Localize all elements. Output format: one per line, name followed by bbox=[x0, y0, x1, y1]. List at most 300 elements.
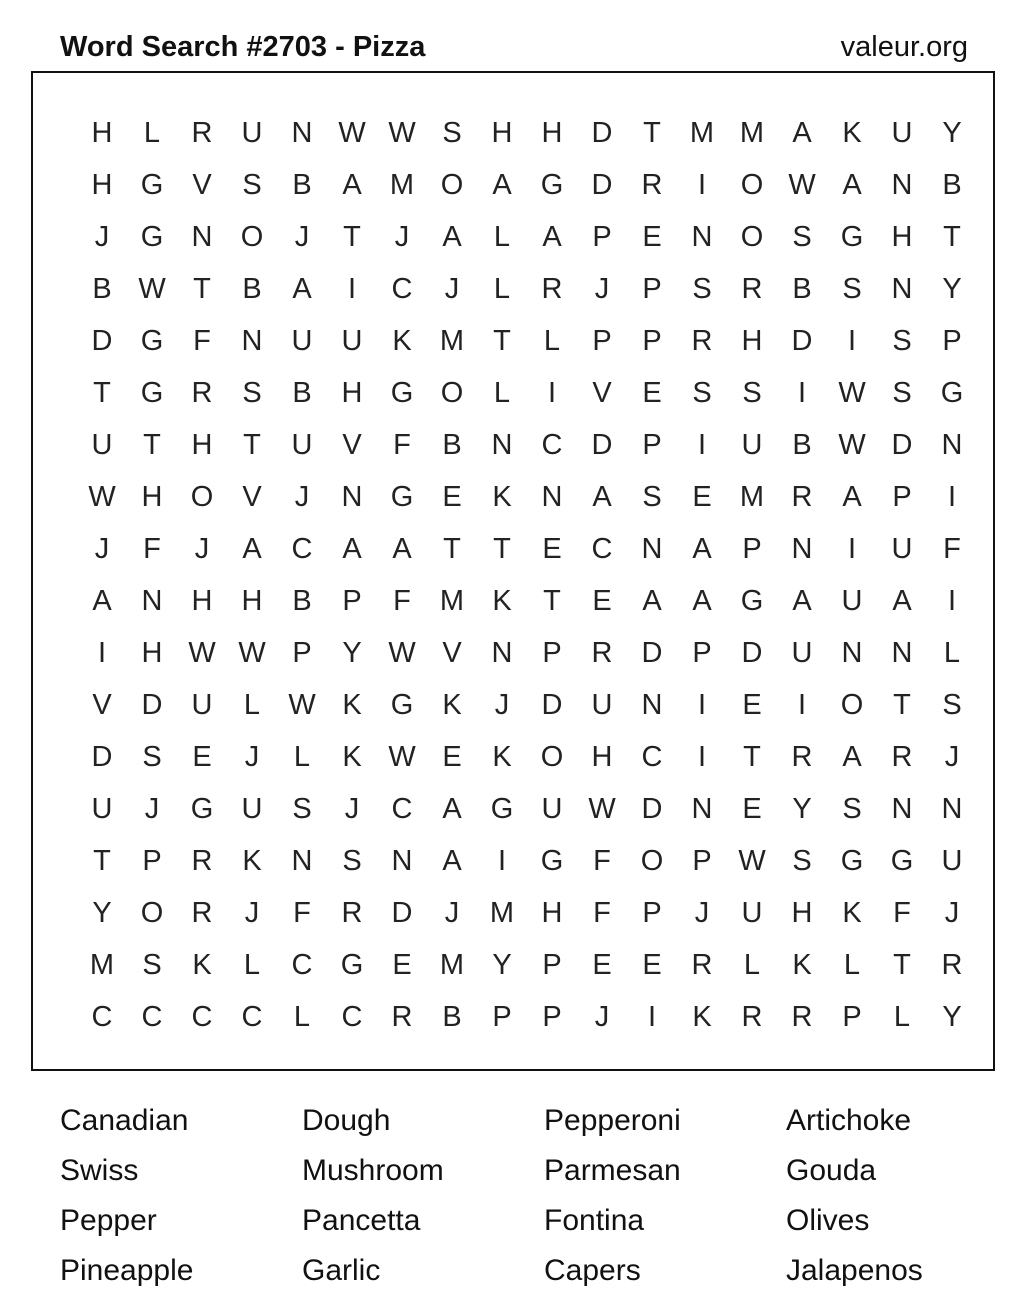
grid-letter: T bbox=[343, 221, 361, 253]
grid-letter: P bbox=[542, 637, 562, 669]
grid-letter: A bbox=[792, 117, 812, 149]
grid-letter: U bbox=[941, 845, 963, 877]
grid-letter: G bbox=[740, 585, 764, 617]
grid-letter: A bbox=[342, 533, 362, 565]
grid-letter: P bbox=[942, 325, 962, 357]
grid-letter: Y bbox=[792, 793, 812, 825]
grid-letter: U bbox=[291, 325, 313, 357]
grid-letter: F bbox=[393, 429, 411, 461]
grid-letter: E bbox=[542, 533, 562, 565]
grid-letter: J bbox=[344, 793, 360, 825]
grid-letter: R bbox=[191, 377, 213, 409]
grid-letter: Y bbox=[492, 949, 512, 981]
grid-letter: S bbox=[792, 221, 812, 253]
grid-letter: H bbox=[141, 481, 163, 513]
grid-letter: W bbox=[388, 741, 416, 773]
grid-letter: S bbox=[942, 689, 962, 721]
grid-letter: S bbox=[242, 377, 262, 409]
grid-letter: L bbox=[743, 949, 761, 981]
grid-letter: I bbox=[347, 273, 357, 305]
grid-letter: B bbox=[292, 377, 312, 409]
grid-letter: E bbox=[192, 741, 212, 773]
grid-letter: V bbox=[442, 637, 462, 669]
grid-letter: S bbox=[642, 481, 662, 513]
grid-letter: I bbox=[697, 689, 707, 721]
grid-letter: K bbox=[342, 689, 362, 721]
grid-letter: C bbox=[541, 429, 563, 461]
grid-letter: N bbox=[691, 221, 713, 253]
grid-letter: J bbox=[594, 273, 610, 305]
grid-letter: E bbox=[592, 949, 612, 981]
grid-letter: N bbox=[641, 689, 663, 721]
grid-letter: M bbox=[689, 117, 715, 149]
grid-letter: A bbox=[842, 481, 862, 513]
grid-letter: R bbox=[191, 845, 213, 877]
grid-letter: T bbox=[643, 117, 661, 149]
grid-letter: J bbox=[494, 689, 510, 721]
grid-letter: R bbox=[391, 1001, 413, 1033]
grid-letter: R bbox=[791, 481, 813, 513]
grid-letter: U bbox=[791, 637, 813, 669]
grid-letter: V bbox=[592, 377, 612, 409]
grid-letter: A bbox=[442, 845, 462, 877]
grid-letter: W bbox=[288, 689, 316, 721]
grid-letter: G bbox=[940, 377, 964, 409]
grid-letter: A bbox=[492, 169, 512, 201]
grid-letter: D bbox=[591, 429, 613, 461]
grid-letter: P bbox=[842, 1001, 862, 1033]
grid-letter: E bbox=[642, 221, 662, 253]
grid-letter: A bbox=[592, 481, 612, 513]
grid-letter: N bbox=[541, 481, 563, 513]
grid-letter: J bbox=[144, 793, 160, 825]
grid-letter: O bbox=[740, 169, 764, 201]
grid-letter: O bbox=[640, 845, 664, 877]
grid-letter: D bbox=[641, 637, 663, 669]
grid-letter: G bbox=[190, 793, 214, 825]
grid-letter: E bbox=[642, 949, 662, 981]
word-list-item: Mushroom bbox=[302, 1154, 444, 1187]
word-list-item: Canadian bbox=[60, 1104, 189, 1137]
grid-letter: L bbox=[493, 221, 511, 253]
grid-letter: O bbox=[140, 897, 164, 929]
grid-letter: E bbox=[742, 689, 762, 721]
grid-letter: K bbox=[342, 741, 362, 773]
grid-letter: N bbox=[391, 845, 413, 877]
grid-letter: U bbox=[91, 793, 113, 825]
grid-letter: W bbox=[338, 117, 366, 149]
grid-letter: W bbox=[788, 169, 816, 201]
grid-letter: J bbox=[594, 1001, 610, 1033]
grid-letter: B bbox=[442, 429, 462, 461]
grid-letter: D bbox=[541, 689, 563, 721]
grid-letter: O bbox=[190, 481, 214, 513]
word-list-item: Pepper bbox=[60, 1204, 157, 1237]
grid-letter: I bbox=[547, 377, 557, 409]
grid-letter: N bbox=[641, 533, 663, 565]
grid-letter: E bbox=[592, 585, 612, 617]
grid-letter: W bbox=[588, 793, 616, 825]
grid-letter: M bbox=[439, 585, 465, 617]
grid-letter: P bbox=[592, 221, 612, 253]
grid-letter: T bbox=[893, 949, 911, 981]
grid-letter: D bbox=[591, 117, 613, 149]
grid-letter: A bbox=[842, 741, 862, 773]
grid-letter: P bbox=[542, 949, 562, 981]
grid-letter: J bbox=[294, 221, 310, 253]
grid-letter: D bbox=[391, 897, 413, 929]
grid-letter: S bbox=[242, 169, 262, 201]
grid-letter: K bbox=[192, 949, 212, 981]
grid-letter: A bbox=[242, 533, 262, 565]
grid-letter: I bbox=[797, 377, 807, 409]
word-list bbox=[60, 1096, 1030, 1296]
grid-letter: P bbox=[642, 429, 662, 461]
grid-letter: U bbox=[891, 533, 913, 565]
grid-letter: L bbox=[243, 689, 261, 721]
grid-letter: H bbox=[541, 117, 563, 149]
grid-letter: G bbox=[390, 481, 414, 513]
grid-letter: L bbox=[143, 117, 161, 149]
grid-letter: K bbox=[442, 689, 462, 721]
word-list-item: Pancetta bbox=[302, 1204, 421, 1237]
grid-letter: M bbox=[89, 949, 115, 981]
grid-letter: G bbox=[390, 377, 414, 409]
grid-letter: U bbox=[741, 429, 763, 461]
grid-letter: K bbox=[842, 897, 862, 929]
grid-letter: W bbox=[388, 117, 416, 149]
grid-letter: A bbox=[392, 533, 412, 565]
grid-letter: L bbox=[293, 741, 311, 773]
grid-letter: W bbox=[738, 845, 766, 877]
grid-letter: J bbox=[194, 533, 210, 565]
grid-letter: F bbox=[593, 897, 611, 929]
grid-letter: B bbox=[442, 1001, 462, 1033]
grid-letter: T bbox=[743, 741, 761, 773]
grid-letter: A bbox=[442, 221, 462, 253]
grid-letter: A bbox=[692, 533, 712, 565]
word-list-item: Pepperoni bbox=[544, 1104, 681, 1137]
grid-letter: N bbox=[841, 637, 863, 669]
grid-letter: F bbox=[943, 533, 961, 565]
grid-letter: C bbox=[191, 1001, 213, 1033]
grid-letter: U bbox=[541, 793, 563, 825]
grid-letter: T bbox=[543, 585, 561, 617]
grid-letter: V bbox=[242, 481, 262, 513]
grid-letter: O bbox=[540, 741, 564, 773]
grid-letter: S bbox=[292, 793, 312, 825]
grid-letter: C bbox=[391, 793, 413, 825]
grid-letter: I bbox=[847, 533, 857, 565]
word-list-item: Olives bbox=[786, 1204, 870, 1237]
grid-letter: O bbox=[440, 377, 464, 409]
grid-letter: A bbox=[542, 221, 562, 253]
grid-letter: L bbox=[943, 637, 961, 669]
grid-letter: J bbox=[244, 741, 260, 773]
grid-letter: W bbox=[88, 481, 116, 513]
grid-letter: T bbox=[143, 429, 161, 461]
grid-letter: H bbox=[241, 585, 263, 617]
grid-letter: G bbox=[140, 377, 164, 409]
grid-letter: P bbox=[492, 1001, 512, 1033]
grid-letter: J bbox=[94, 221, 110, 253]
grid-letter: L bbox=[493, 273, 511, 305]
grid-letter: K bbox=[492, 585, 512, 617]
grid-letter: P bbox=[142, 845, 162, 877]
grid-letter: K bbox=[242, 845, 262, 877]
word-list-item: Artichoke bbox=[786, 1104, 912, 1137]
grid-letter: P bbox=[692, 637, 712, 669]
grid-letter: P bbox=[642, 325, 662, 357]
grid-letter: J bbox=[444, 897, 460, 929]
grid-letter: R bbox=[191, 897, 213, 929]
letter-grid-frame bbox=[31, 71, 995, 1071]
grid-letter: H bbox=[541, 897, 563, 929]
grid-letter: T bbox=[893, 689, 911, 721]
grid-letter: S bbox=[842, 793, 862, 825]
grid-letter: O bbox=[840, 689, 864, 721]
grid-letter: J bbox=[244, 897, 260, 929]
grid-letter: K bbox=[692, 1001, 712, 1033]
site-name: valeur.org bbox=[840, 31, 968, 63]
grid-letter: R bbox=[691, 325, 713, 357]
grid-letter: S bbox=[842, 273, 862, 305]
grid-letter: I bbox=[497, 845, 507, 877]
grid-letter: F bbox=[893, 897, 911, 929]
grid-letter: G bbox=[840, 221, 864, 253]
grid-letter: R bbox=[591, 637, 613, 669]
grid-letter: T bbox=[443, 533, 461, 565]
grid-letter: N bbox=[691, 793, 713, 825]
grid-letter: L bbox=[893, 1001, 911, 1033]
grid-letter: K bbox=[842, 117, 862, 149]
grid-letter: G bbox=[890, 845, 914, 877]
grid-letter: C bbox=[641, 741, 663, 773]
grid-letter: R bbox=[741, 1001, 763, 1033]
grid-letter: W bbox=[838, 429, 866, 461]
word-list-item: Capers bbox=[544, 1254, 641, 1287]
grid-letter: S bbox=[892, 325, 912, 357]
grid-letter: K bbox=[492, 481, 512, 513]
grid-letter: N bbox=[241, 325, 263, 357]
grid-letter: J bbox=[294, 481, 310, 513]
grid-letter: E bbox=[642, 377, 662, 409]
grid-letter: B bbox=[242, 273, 262, 305]
grid-letter: M bbox=[739, 117, 765, 149]
grid-letter: S bbox=[692, 377, 712, 409]
grid-letter: H bbox=[341, 377, 363, 409]
grid-letter: T bbox=[493, 533, 511, 565]
grid-letter: W bbox=[238, 637, 266, 669]
grid-letter: T bbox=[943, 221, 961, 253]
word-list-item: Gouda bbox=[786, 1154, 877, 1187]
grid-letter: R bbox=[191, 117, 213, 149]
grid-letter: B bbox=[942, 169, 962, 201]
grid-letter: A bbox=[442, 793, 462, 825]
grid-letter: G bbox=[840, 845, 864, 877]
grid-letter: G bbox=[140, 169, 164, 201]
grid-letter: M bbox=[489, 897, 515, 929]
grid-letter: G bbox=[340, 949, 364, 981]
grid-letter: U bbox=[341, 325, 363, 357]
grid-letter: U bbox=[891, 117, 913, 149]
grid-letter: H bbox=[491, 117, 513, 149]
grid-letter: U bbox=[841, 585, 863, 617]
grid-letter: I bbox=[697, 169, 707, 201]
grid-letter: P bbox=[592, 325, 612, 357]
grid-letter: O bbox=[440, 169, 464, 201]
grid-letter: E bbox=[742, 793, 762, 825]
grid-letter: C bbox=[91, 1001, 113, 1033]
grid-letter: C bbox=[291, 949, 313, 981]
grid-letter: K bbox=[792, 949, 812, 981]
grid-letter: J bbox=[944, 741, 960, 773]
grid-letter: H bbox=[591, 741, 613, 773]
grid-letter: N bbox=[941, 793, 963, 825]
grid-letter: B bbox=[792, 429, 812, 461]
word-list-item: Swiss bbox=[60, 1154, 139, 1187]
grid-letter: M bbox=[439, 949, 465, 981]
grid-letter: I bbox=[947, 585, 957, 617]
grid-letter: G bbox=[390, 689, 414, 721]
grid-letter: I bbox=[697, 741, 707, 773]
grid-letter: T bbox=[93, 377, 111, 409]
grid-letter: B bbox=[92, 273, 112, 305]
grid-letter: R bbox=[641, 169, 663, 201]
grid-letter: D bbox=[91, 325, 113, 357]
grid-letter: I bbox=[647, 1001, 657, 1033]
grid-letter: U bbox=[241, 793, 263, 825]
grid-letter: R bbox=[891, 741, 913, 773]
grid-letter: U bbox=[91, 429, 113, 461]
grid-letter: Y bbox=[92, 897, 112, 929]
grid-letter: T bbox=[93, 845, 111, 877]
grid-letter: J bbox=[444, 273, 460, 305]
grid-letter: P bbox=[892, 481, 912, 513]
grid-letter: D bbox=[891, 429, 913, 461]
grid-letter: C bbox=[291, 533, 313, 565]
grid-letter: D bbox=[641, 793, 663, 825]
grid-letter: I bbox=[797, 689, 807, 721]
puzzle-title: Word Search #2703 - Pizza bbox=[60, 31, 426, 63]
grid-letter: J bbox=[694, 897, 710, 929]
grid-letter: Y bbox=[942, 273, 962, 305]
grid-letter: F bbox=[593, 845, 611, 877]
grid-letter: R bbox=[341, 897, 363, 929]
grid-letter: H bbox=[891, 221, 913, 253]
grid-letter: V bbox=[92, 689, 112, 721]
grid-letter: D bbox=[141, 689, 163, 721]
grid-letter: A bbox=[642, 585, 662, 617]
grid-letter: N bbox=[491, 637, 513, 669]
grid-letter: P bbox=[342, 585, 362, 617]
grid-letter: P bbox=[642, 897, 662, 929]
letter-grid bbox=[77, 107, 977, 1043]
grid-letter: D bbox=[741, 637, 763, 669]
grid-letter: J bbox=[94, 533, 110, 565]
grid-letter: J bbox=[944, 897, 960, 929]
grid-letter: V bbox=[342, 429, 362, 461]
word-list-item: Fontina bbox=[544, 1204, 645, 1237]
grid-letter: N bbox=[291, 117, 313, 149]
grid-letter: R bbox=[941, 949, 963, 981]
grid-letter: F bbox=[143, 533, 161, 565]
grid-letter: S bbox=[342, 845, 362, 877]
grid-letter: A bbox=[342, 169, 362, 201]
grid-letter: Y bbox=[942, 1001, 962, 1033]
grid-letter: O bbox=[240, 221, 264, 253]
grid-letter: I bbox=[847, 325, 857, 357]
grid-letter: S bbox=[692, 273, 712, 305]
grid-letter: D bbox=[91, 741, 113, 773]
grid-letter: C bbox=[391, 273, 413, 305]
grid-letter: S bbox=[742, 377, 762, 409]
grid-letter: A bbox=[842, 169, 862, 201]
grid-letter: H bbox=[191, 585, 213, 617]
grid-letter: N bbox=[341, 481, 363, 513]
grid-letter: D bbox=[591, 169, 613, 201]
grid-letter: W bbox=[838, 377, 866, 409]
grid-letter: N bbox=[291, 845, 313, 877]
grid-letter: W bbox=[188, 637, 216, 669]
grid-letter: C bbox=[341, 1001, 363, 1033]
grid-letter: D bbox=[791, 325, 813, 357]
grid-letter: V bbox=[192, 169, 212, 201]
grid-letter: S bbox=[442, 117, 462, 149]
grid-letter: G bbox=[490, 793, 514, 825]
grid-letter: N bbox=[891, 273, 913, 305]
grid-letter: F bbox=[293, 897, 311, 929]
grid-letter: P bbox=[742, 533, 762, 565]
grid-letter: M bbox=[389, 169, 415, 201]
grid-letter: G bbox=[540, 845, 564, 877]
grid-letter: N bbox=[791, 533, 813, 565]
grid-letter: S bbox=[792, 845, 812, 877]
grid-letter: S bbox=[142, 949, 162, 981]
grid-letter: C bbox=[241, 1001, 263, 1033]
grid-letter: A bbox=[792, 585, 812, 617]
grid-letter: F bbox=[193, 325, 211, 357]
grid-letter: R bbox=[791, 1001, 813, 1033]
grid-letter: A bbox=[292, 273, 312, 305]
grid-letter: E bbox=[692, 481, 712, 513]
grid-letter: N bbox=[891, 793, 913, 825]
grid-letter: H bbox=[191, 429, 213, 461]
grid-letter: T bbox=[193, 273, 211, 305]
grid-letter: W bbox=[138, 273, 166, 305]
grid-letter: H bbox=[791, 897, 813, 929]
grid-letter: W bbox=[388, 637, 416, 669]
grid-letter: L bbox=[493, 377, 511, 409]
grid-letter: R bbox=[541, 273, 563, 305]
grid-letter: C bbox=[591, 533, 613, 565]
grid-letter: T bbox=[243, 429, 261, 461]
grid-letter: R bbox=[741, 273, 763, 305]
grid-letter: E bbox=[442, 741, 462, 773]
grid-letter: Y bbox=[342, 637, 362, 669]
grid-letter: E bbox=[392, 949, 412, 981]
grid-letter: U bbox=[291, 429, 313, 461]
grid-letter: A bbox=[92, 585, 112, 617]
grid-letter: J bbox=[394, 221, 410, 253]
grid-letter: N bbox=[491, 429, 513, 461]
grid-letter: L bbox=[243, 949, 261, 981]
grid-letter: G bbox=[140, 325, 164, 357]
word-list-item: Jalapenos bbox=[786, 1254, 923, 1287]
grid-letter: H bbox=[741, 325, 763, 357]
grid-letter: L bbox=[843, 949, 861, 981]
grid-letter: E bbox=[442, 481, 462, 513]
